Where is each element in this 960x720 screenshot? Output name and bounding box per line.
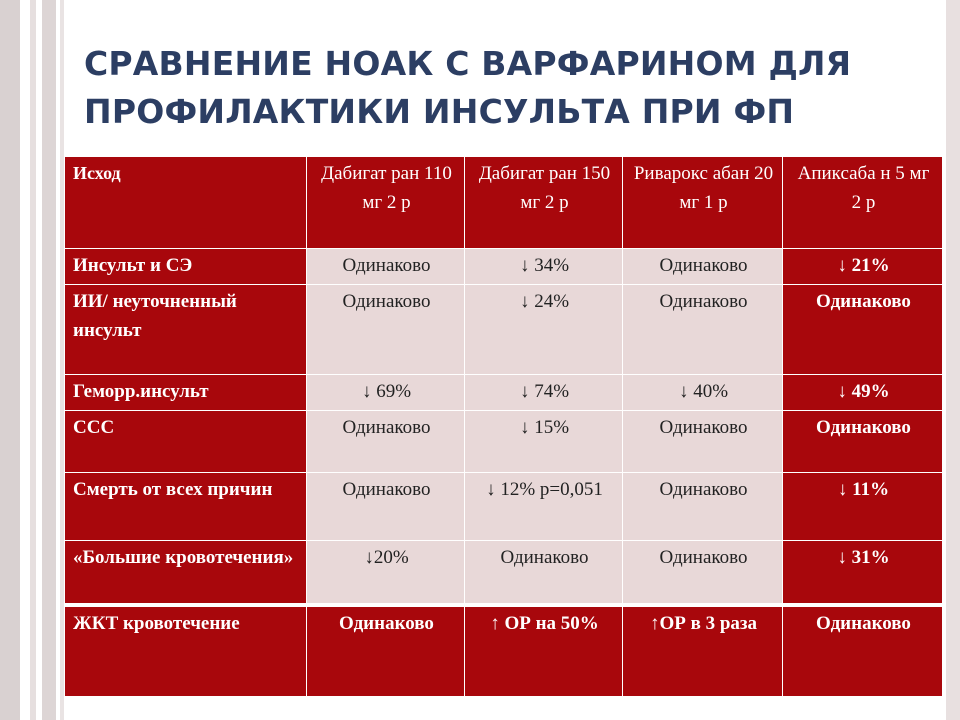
header-cell-apixaban: Апиксаба н 5 мг 2 р	[783, 157, 943, 249]
header-cell-rivaroxaban: Риварокс абан 20 мг 1 р	[623, 157, 783, 249]
table-row	[65, 541, 943, 605]
table-cell: ↓20%	[307, 541, 465, 605]
table-row	[65, 411, 943, 473]
decor-stripe	[30, 0, 36, 720]
table-cell: Одинаково	[623, 541, 783, 605]
table-cell: Одинаково	[623, 473, 783, 541]
header-cell-dabigatran-110: Дабигат ран 110 мг 2 р	[307, 157, 465, 249]
table-header-row	[65, 157, 943, 249]
table-cell: ↓ 40%	[623, 375, 783, 411]
table-cell: ↓ 12% p=0,051	[465, 473, 623, 541]
table-cell: Одинаково	[623, 249, 783, 285]
table-cell: ↓ 15%	[465, 411, 623, 473]
table-cell: ↓ 74%	[465, 375, 623, 411]
table-cell: ↓ 34%	[465, 249, 623, 285]
table-cell: ↓ 69%	[307, 375, 465, 411]
table-cell: Одинаково	[783, 605, 943, 697]
table-row	[65, 375, 943, 411]
table-row	[65, 285, 943, 375]
slide-title-line-2: ПРОФИЛАКТИКИ ИНСУЛЬТА ПРИ ФП	[84, 92, 795, 131]
row-label: Геморр.инсульт	[65, 375, 307, 411]
decor-stripe	[0, 0, 20, 720]
table-row	[65, 605, 943, 697]
table-cell: Одинаково	[307, 473, 465, 541]
row-label: «Большие кровотечения»	[65, 541, 307, 605]
table-cell: Одинаково	[783, 411, 943, 473]
decor-stripe	[946, 0, 960, 720]
table-row	[65, 249, 943, 285]
slide-title-line-1: СРАВНЕНИЕ НОАК С ВАРФАРИНОМ ДЛЯ	[84, 44, 852, 83]
decor-stripe	[42, 0, 56, 720]
table-cell: ↑ ОР на 50%	[465, 605, 623, 697]
row-label: ЖКТ кровотечение	[65, 605, 307, 697]
header-cell-dabigatran-150: Дабигат ран 150 мг 2 р	[465, 157, 623, 249]
row-label: ССС	[65, 411, 307, 473]
table-cell: Одинаково	[783, 285, 943, 375]
table-cell: Одинаково	[307, 605, 465, 697]
table-cell: ↑ОР в 3 раза	[623, 605, 783, 697]
table-cell: ↓ 11%	[783, 473, 943, 541]
table-cell: ↓ 49%	[783, 375, 943, 411]
table-cell: ↓ 31%	[783, 541, 943, 605]
table-cell: ↓ 24%	[465, 285, 623, 375]
table-cell: Одинаково	[307, 249, 465, 285]
row-label: Инсульт и СЭ	[65, 249, 307, 285]
table-cell: ↓ 21%	[783, 249, 943, 285]
comparison-table	[64, 156, 943, 697]
table-cell: Одинаково	[623, 285, 783, 375]
table-cell: Одинаково	[465, 541, 623, 605]
header-cell-outcome: Исход	[65, 157, 307, 249]
table-cell: Одинаково	[623, 411, 783, 473]
row-label: ИИ/ неуточненный инсульт	[65, 285, 307, 375]
row-label: Смерть от всех причин	[65, 473, 307, 541]
table-cell: Одинаково	[307, 285, 465, 375]
slide-title	[84, 40, 944, 136]
table-row	[65, 473, 943, 541]
table-cell: Одинаково	[307, 411, 465, 473]
